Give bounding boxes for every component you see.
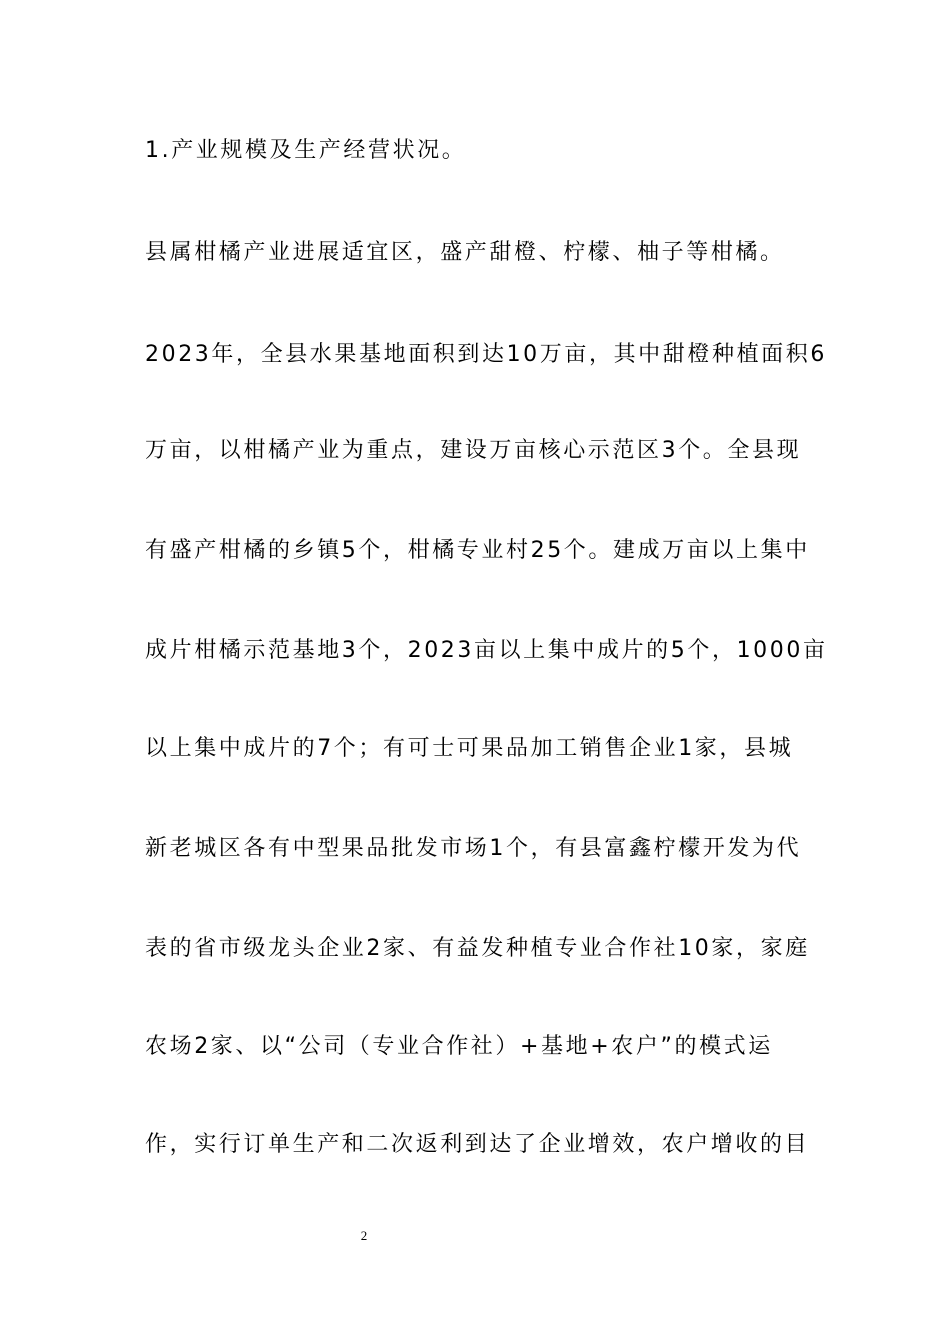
page-number: 2: [360, 1228, 368, 1243]
heading-line: 1.产业规模及生产经营状况。: [145, 138, 467, 163]
text-line: 县属柑橘产业进展适宜区，盛产甜橙、柠檬、柚子等柑橘。: [145, 240, 785, 265]
text-line: 成片柑橘示范基地3个，2023亩以上集中成片的5个，1000亩: [145, 638, 828, 663]
text-line: 2023年，全县水果基地面积到达10万亩，其中甜橙种植面积6: [145, 342, 827, 367]
text-line: 万亩，以柑橘产业为重点，建设万亩核心示范区3个。全县现: [145, 438, 802, 463]
text-line: 农场2家、以“公司（专业合作社）+基地+农户”的模式运: [145, 1034, 773, 1059]
text-line: 新老城区各有中型果品批发市场1个，有县富鑫柠檬开发为代: [145, 836, 802, 861]
text-line: 表的省市级龙头企业2家、有益发种植专业合作社10家，家庭: [145, 936, 810, 961]
text-line: 作，实行订单生产和二次返利到达了企业增效，农户增收的目: [145, 1132, 810, 1157]
text-line: 有盛产柑橘的乡镇5个，柑橘专业村25个。建成万亩以上集中: [145, 538, 810, 563]
text-line: 以上集中成片的7个；有可士可果品加工销售企业1家，县城: [145, 736, 794, 761]
